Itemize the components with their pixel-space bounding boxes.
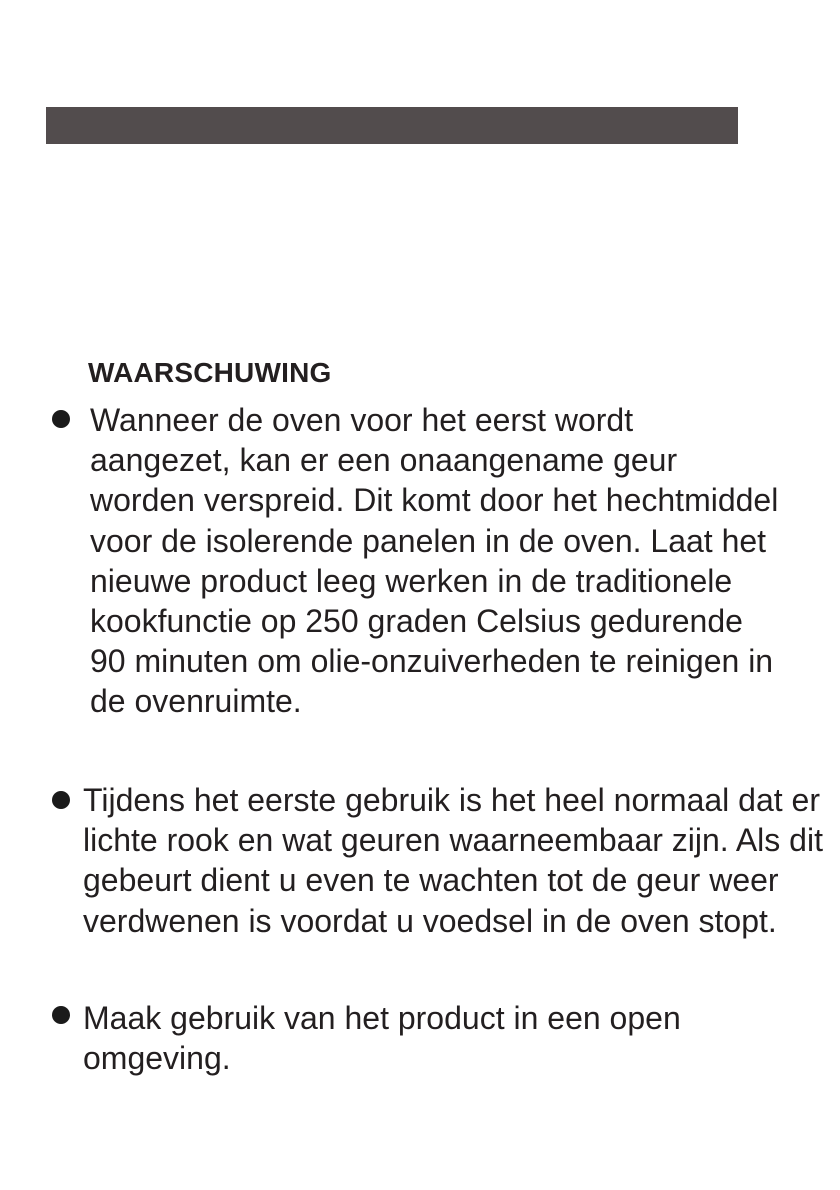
header-bar (46, 107, 738, 144)
warning-item: Maak gebruik van het product in een open omgeving. (83, 1000, 681, 1077)
warning-heading: WAARSCHUWING (88, 357, 332, 388)
bullet-icon (52, 791, 70, 809)
bullet-icon (52, 410, 70, 428)
warning-item: Tijdens het eerste gebruik is het heel normaal dat er lichte rook en wat geuren waarneembaar zijn. Als dit gebeurt dient u even te wachten tot de geur weer verdwenen is voordat u voedsel in de oven stopt. (83, 782, 823, 939)
bullet-icon (52, 1006, 70, 1024)
warning-item: Wanneer de oven voor het eerst wordt aangezet, kan er een onaangename geur worden verspreid. Dit komt door het hechtmiddel voor de isolerende panelen in de oven. Laat het nieuwe product leeg werken in de traditionele kookfunctie op 250 graden Celsius gedurende 90 minuten om olie-onzuiverheden te reinigen in de ovenruimte. (90, 402, 779, 720)
